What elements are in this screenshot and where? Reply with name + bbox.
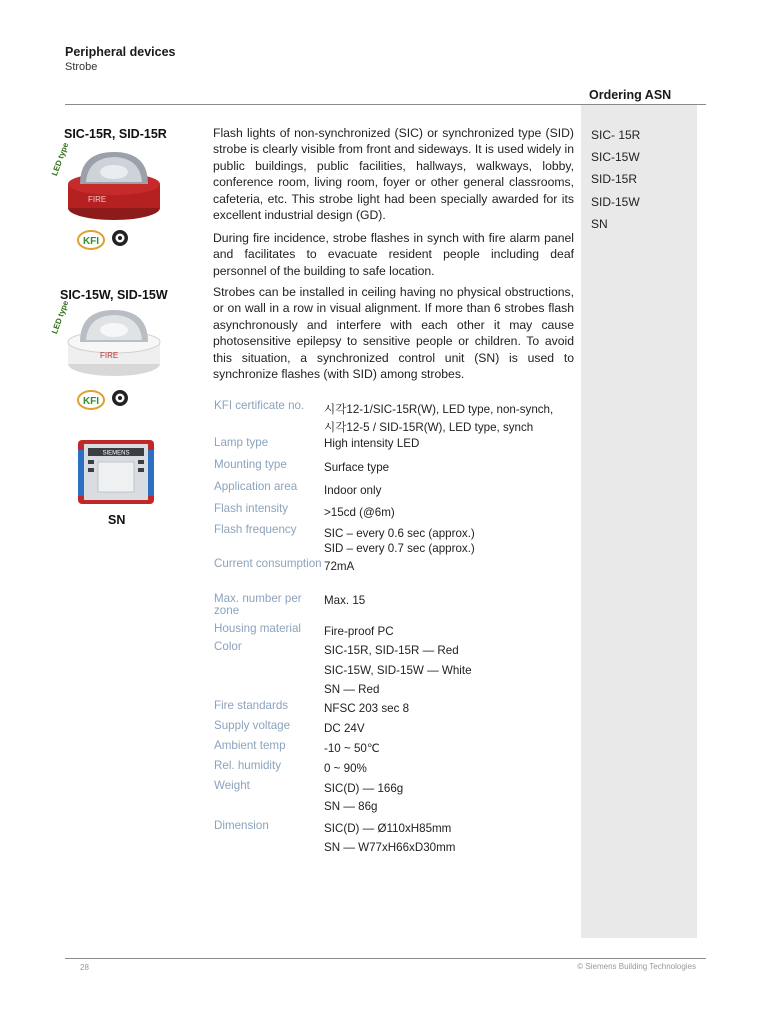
led-type-tag: LED type <box>50 299 71 336</box>
spec-label: Flash frequency <box>214 523 297 536</box>
kfi-badge <box>77 390 105 415</box>
ordering-item: SIC- 15R <box>591 128 641 142</box>
spec-value: SIC-15R, SID-15R — Red <box>324 644 459 657</box>
certification-mark-icon <box>110 229 130 254</box>
spec-label: Housing material <box>214 622 301 635</box>
spec-value: Max. 15 <box>324 594 366 607</box>
spec-value: 0 ~ 90% <box>324 762 367 775</box>
spec-label: Fire standards <box>214 699 289 712</box>
spec-value: SIC-15W, SID-15W — White <box>324 664 472 677</box>
spec-value: Fire-proof PC <box>324 625 394 638</box>
ordering-heading: Ordering ASN <box>589 88 672 102</box>
spec-label: Color <box>214 640 242 653</box>
spec-label: Weight <box>214 779 250 792</box>
spec-value: SN — 86g <box>324 800 378 813</box>
page-number: 28 <box>80 963 89 972</box>
spec-value: SN — Red <box>324 683 380 696</box>
spec-value: 시각12-5 / SID-15R(W), LED type, synch <box>324 421 534 434</box>
spec-label: KFI certificate no. <box>214 399 305 412</box>
sn-label: SN <box>108 513 126 527</box>
kfi-badge <box>77 230 105 255</box>
ordering-item: SN <box>591 216 608 231</box>
footer-rule <box>65 958 706 959</box>
spec-value: SIC(D) — 166g <box>324 782 404 795</box>
spec-label: Current consumption <box>214 557 322 570</box>
ordering-item: SIC-15W <box>591 150 640 165</box>
ordering-list <box>591 127 640 238</box>
red-strobe-image <box>50 141 162 228</box>
description-paragraph: Flash lights of non-synchronized (SIC) or synchronized type (SID) strobe is clearly visible from front and sideways. It is used widely in public buildings, public facilities, hallways, walkways, lobby, conference room, living room, foyer or other general classrooms, cafeteria, etc. This strobe light had been specially awarded for its excellent industrial design (GD). <box>213 126 574 223</box>
led-type-tag: LED type <box>50 141 71 178</box>
spec-label: Max. number per zone <box>214 592 302 617</box>
spec-value: >15cd (@6m) <box>324 506 395 519</box>
sn-unit-image <box>76 436 156 508</box>
svg-text:SIEMENS: SIEMENS <box>102 450 130 457</box>
spec-label: Application area <box>214 480 298 493</box>
spec-value: DC 24V <box>324 722 365 735</box>
section-title: Peripheral devices <box>65 45 176 59</box>
svg-text:FIRE: FIRE <box>88 195 107 204</box>
header-rule <box>65 104 706 105</box>
spec-value: NFSC 203 sec 8 <box>324 702 410 715</box>
spec-value: SIC – every 0.6 sec (approx.) <box>324 527 475 540</box>
svg-text:FIRE: FIRE <box>100 351 119 360</box>
spec-label: Rel. humidity <box>214 759 282 772</box>
svg-text:KFI: KFI <box>82 236 100 247</box>
spec-value: 시각12-1/SIC-15R(W), LED type, non-synch, <box>324 403 554 416</box>
white-strobe-label: SIC-15W, SID-15W <box>60 288 168 302</box>
svg-text:KFI: KFI <box>82 396 100 407</box>
ordering-item: SID-15R <box>591 172 638 187</box>
white-strobe-image <box>50 299 162 384</box>
spec-value: 72mA <box>324 560 355 573</box>
description-paragraph: Strobes can be installed in ceiling having no physical obstructions, or on wall in a row in visual alignment. If more than 6 strobes flash asynchronously and interfere with each other it may cause photosensitive epilepsy to sensitive people or children. To avoid this situation, a synchronized control unit (SN) is used to synchronize flashes (with SID) among strobes. <box>213 285 574 382</box>
spec-label: Ambient temp <box>214 739 286 752</box>
red-strobe-label: SIC-15R, SID-15R <box>64 127 167 141</box>
spec-label: Lamp type <box>214 436 269 449</box>
spec-label: Flash intensity <box>214 502 289 515</box>
spec-label: Supply voltage <box>214 719 291 732</box>
spec-value: SID – every 0.7 sec (approx.) <box>324 542 475 555</box>
section-subtitle: Strobe <box>65 61 98 73</box>
spec-value: High intensity LED <box>324 437 420 450</box>
certification-mark-icon <box>110 389 130 414</box>
spec-value: Indoor only <box>324 484 382 497</box>
spec-value: Surface type <box>324 461 390 474</box>
description-paragraph: During fire incidence, strobe flashes in synch with fire alarm panel and facilitates to evacuate resident people including deaf personnel of the building to safe location. <box>213 231 574 278</box>
spec-value: -10 ~ 50℃ <box>324 742 380 755</box>
copyright: © Siemens Building Technologies <box>577 962 696 971</box>
spec-value: SIC(D) — Ø110xH85mm <box>324 822 452 835</box>
spec-value: SN — W77xH66xD30mm <box>324 841 456 854</box>
ordering-item: SID-15W <box>591 194 640 209</box>
spec-label: Mounting type <box>214 458 287 471</box>
spec-label: Dimension <box>214 819 269 832</box>
